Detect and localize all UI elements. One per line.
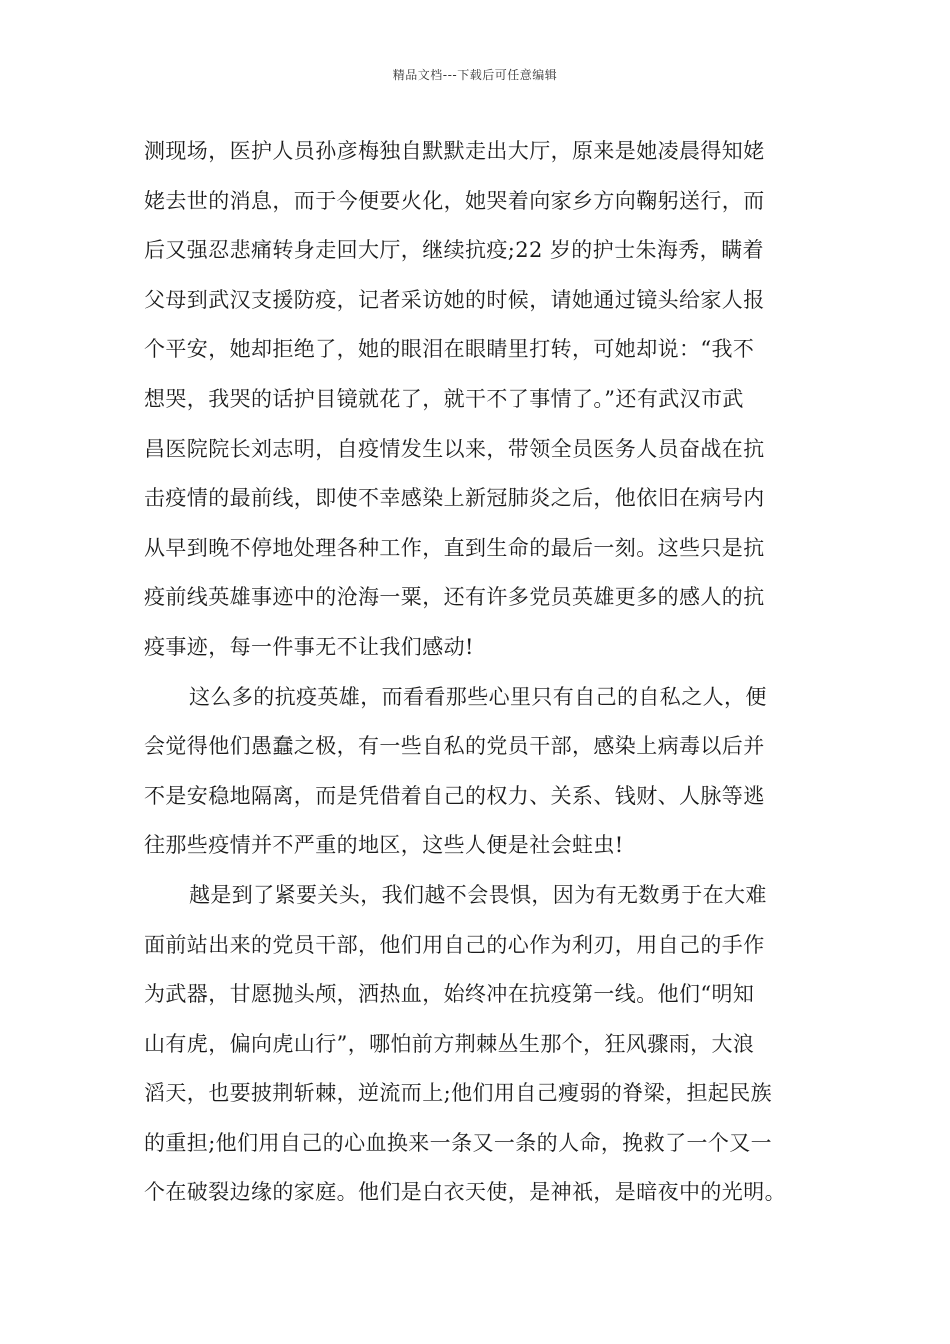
- text-line: 后又强忍悲痛转身走回大厅，继续抗疫;22 岁的护士朱海秀，瞒着: [144, 238, 764, 263]
- page-header: 精品文档---下载后可任意编辑: [392, 68, 558, 82]
- text-line: 的重担;他们用自己的心血换来一条又一条的人命，挽救了一个又一: [144, 1130, 773, 1155]
- text-line: 从早到晚不停地处理各种工作，直到生命的最后一刻。这些只是抗: [144, 535, 765, 560]
- text-line: 个在破裂边缘的家庭。他们是白衣天使，是神祇，是暗夜中的光明。: [144, 1180, 786, 1205]
- text-line: 昌医院院长刘志明，自疫情发生以来，带领全员医务人员奋战在抗: [144, 436, 765, 461]
- text-line: 滔天，也要披荆斩棘，逆流而上;他们用自己瘦弱的脊梁，担起民族: [144, 1081, 773, 1106]
- text-line: 疫事迹，每一件事无不让我们感动!: [144, 634, 474, 659]
- text-line: 父母到武汉支援防疫，记者采访她的时候，请她通过镜头给家人报: [144, 287, 765, 312]
- text-line: 不是安稳地隔离，而是凭借着自己的权力、关系、钱财、人脉等逃: [144, 783, 765, 808]
- text-line: 姥去世的消息，而于今便要火化，她哭着向家乡方向鞠躬送行，而: [144, 188, 765, 213]
- text-line: 为武器，甘愿抛头颅，洒热血，始终冲在抗疫第一线。他们“明知: [144, 982, 755, 1007]
- text-line: 个平安，她却拒绝了，她的眼泪在眼睛里打转，可她却说：“我不: [144, 337, 755, 362]
- text-line: 疫前线英雄事迹中的沧海一粟，还有许多党员英雄更多的感人的抗: [144, 585, 765, 610]
- text-line: 往那些疫情并不严重的地区，这些人便是社会蛀虫!: [144, 833, 624, 858]
- document-body: [144, 133, 834, 1224]
- paragraph-first-line: 越是到了紧要关头，我们越不会畏惧，因为有无数勇于在大难: [189, 882, 767, 907]
- text-line: 面前站出来的党员干部，他们用自己的心作为利刃，用自己的手作: [144, 932, 765, 957]
- text-line: 想哭，我哭的话护目镜就花了，就干不了事情了。”还有武汉市武: [144, 386, 744, 411]
- text-line: 击疫情的最前线，即使不幸感染上新冠肺炎之后，他依旧在病号内: [144, 486, 765, 511]
- text-line: 山有虎，偏向虎山行”，哪怕前方荆棘丛生那个，狂风骤雨，大浪: [144, 1031, 755, 1056]
- paragraph-first-line: 这么多的抗疫英雄，而看看那些心里只有自己的自私之人，便: [189, 684, 767, 709]
- text-line: 测现场，医护人员孙彦梅独自默默走出大厅，原来是她凌晨得知姥: [144, 139, 765, 163]
- text-line: 会觉得他们愚蠢之极，有一些自私的党员干部，感染上病毒以后并: [144, 734, 765, 759]
